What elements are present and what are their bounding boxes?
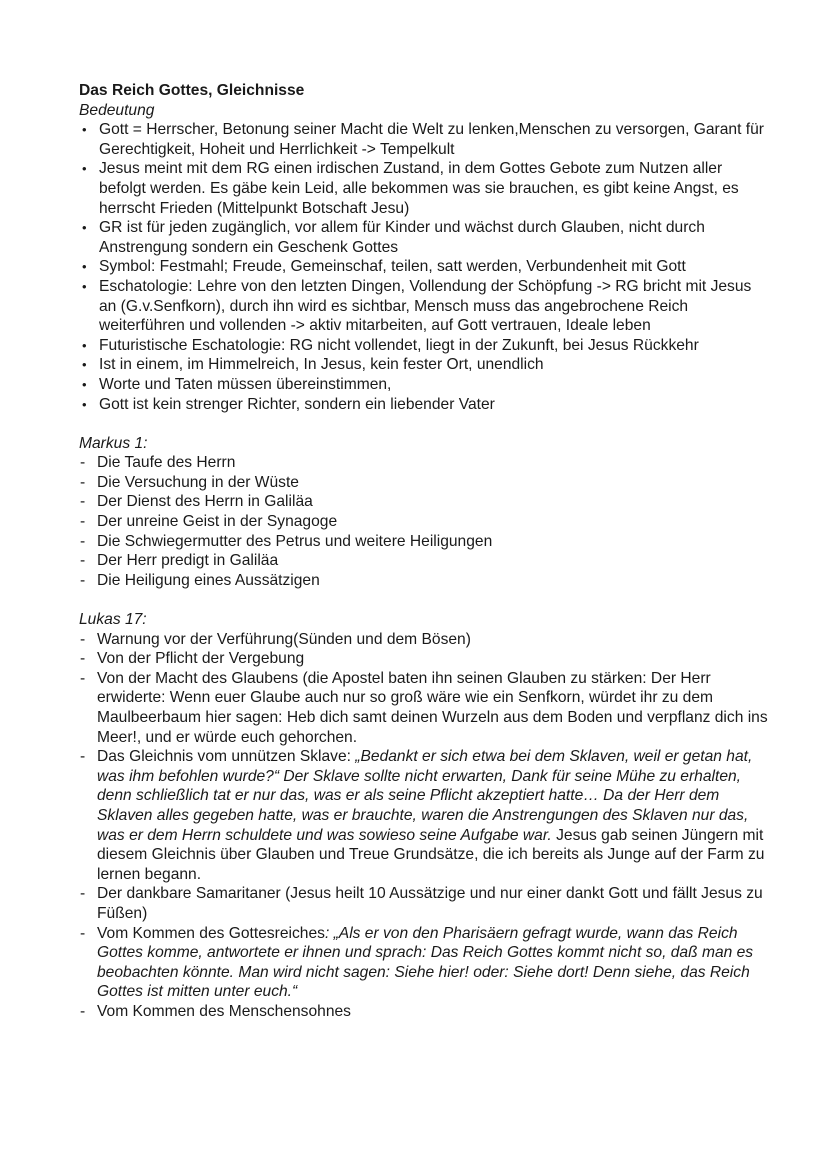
list-item: - Warnung vor der Verführung(Sünden und dem Bösen) <box>79 630 769 650</box>
list-item <box>79 924 769 1002</box>
bedeutung-list <box>79 120 769 414</box>
list-item: • Symbol: Festmahl; Freude, Gemeinschaf, teilen, satt werden, Verbundenheit mit Gott <box>79 257 769 277</box>
list-item: • GR ist für jeden zugänglich, vor allem für Kinder und wächst durch Glauben, nicht durch Anstrengung sondern ein Geschenk Gottes <box>79 218 769 257</box>
list-item: - Vom Kommen des Menschensohnes <box>79 1002 769 1022</box>
markus-list <box>79 453 769 590</box>
list-item: - Von der Macht des Glaubens (die Apostel baten ihn seinen Glauben zu stärken: Der Herr erwiderte: Wenn euer Glaube auch nur so groß wäre wie ein Senfkorn, würdet ihr zu dem Maulbeerbaum hier sagen: Heb dich samt deinen Wurzeln aus dem Boden und verpflanz dich ins Meer!, und er würde euch gehorchen. <box>79 669 769 747</box>
list-item: - Die Heiligung eines Aussätzigen <box>79 571 769 591</box>
section-label-bedeutung: Bedeutung <box>79 101 155 119</box>
list-item: - Die Schwiegermutter des Petrus und weitere Heiligungen <box>79 532 769 552</box>
item-text: Vom Kommen des Gottesreiches <box>97 924 325 942</box>
section-label-lukas: Lukas 17: <box>79 611 147 629</box>
document-content <box>79 81 769 1022</box>
list-item: • Jesus meint mit dem RG einen irdischen Zustand, in dem Gottes Gebote zum Nutzen aller befolgt werden. Es gäbe kein Leid, alle bekommen was sie brauchen, es gibt keine Angst, es herrscht Frieden (Mittelpunkt Botschaft Jesu) <box>79 159 769 218</box>
list-item: - Der Herr predigt in Galiläa <box>79 551 769 571</box>
list-item: • Ist in einem, im Himmelreich, In Jesus, kein fester Ort, unendlich <box>79 355 769 375</box>
list-item: - Die Versuchung in der Wüste <box>79 473 769 493</box>
list-item: • Eschatologie: Lehre von den letzten Dingen, Vollendung der Schöpfung -> RG bricht mit Jesus an (G.v.Senfkorn), durch ihn wird es sichtbar, Mensch muss das angebrochene Reich weiterführen und vollenden -> aktiv mitarbeiten, auf Gott vertrauen, Ideale leben <box>79 277 769 336</box>
list-item: - Der dankbare Samaritaner (Jesus heilt 10 Aussätzige und nur einer dankt Gott und fällt Jesus zu Füßen) <box>79 884 769 923</box>
list-item: - Von der Pflicht der Vergebung <box>79 649 769 669</box>
lukas-list <box>79 630 769 1022</box>
list-item: • Gott ist kein strenger Richter, sondern ein liebender Vater <box>79 395 769 415</box>
item-text: Jesus gab seinen Jüngern mit diesem Gleichnis über Glauben und Treue Grundsätze, die ich bereits als Junge auf der Farm zu lernen begann. <box>97 826 765 883</box>
list-item <box>79 747 769 884</box>
item-quote: : „Als er von den Pharisäern gefragt wurde, wann das Reich Gottes komme, antwortete er ihnen und sprach: Das Reich Gottes kommt nicht so, daß man es beobachten könnte. Man wird nicht sagen: Siehe hier! oder: Siehe dort! Denn siehe, das Reich Gottes ist mitten unter euch.“ <box>97 924 754 1001</box>
list-item: - Der unreine Geist in der Synagoge <box>79 512 769 532</box>
item-quote: „Bedankt er sich etwa bei dem Sklaven, weil er getan hat, was ihm befohlen wurde?“ Der Sklave sollte nicht erwarten, Dank für seine Mühe zu erhalten, denn schließlich tat er nur das, was er als seine Pflicht akzeptiert hatte… Da der Herr dem Sklaven alles gegeben hatte, was er brauchte, waren die Anstrengungen des Sklaven nur das, was er dem Herrn schuldete und was sowieso seine Aufgabe war. <box>97 748 753 844</box>
list-item: • Gott = Herrscher, Betonung seiner Macht die Welt zu lenken,Menschen zu versorgen, Garant für Gerechtigkeit, Hoheit und Herrlichkeit -> Tempelkult <box>79 120 769 159</box>
spacer <box>79 414 769 434</box>
item-text: Das Gleichnis vom unnützen Sklave: <box>97 748 356 766</box>
list-item: - Die Taufe des Herrn <box>79 453 769 473</box>
list-item: • Futuristische Eschatologie: RG nicht vollendet, liegt in der Zukunft, bei Jesus Rückkehr <box>79 336 769 356</box>
list-item: • Worte und Taten müssen übereinstimmen, <box>79 375 769 395</box>
spacer <box>79 590 769 610</box>
list-item: - Der Dienst des Herrn in Galiläa <box>79 492 769 512</box>
section-label-markus: Markus 1: <box>79 434 148 452</box>
document-title: Das Reich Gottes, Gleichnisse <box>79 82 305 99</box>
